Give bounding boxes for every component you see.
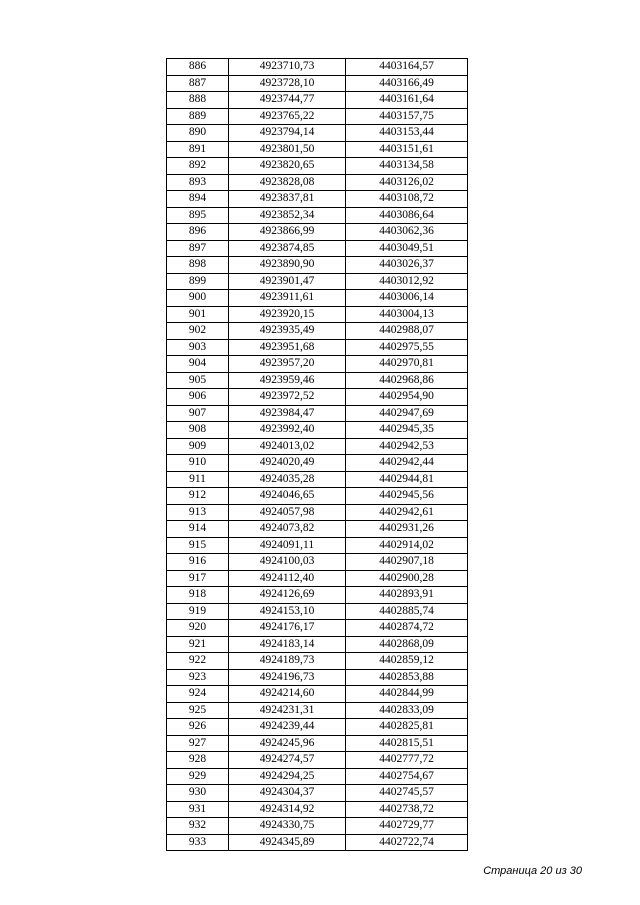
x-coordinate-cell: 4923852,34 xyxy=(229,207,346,224)
point-number-cell: 890 xyxy=(167,125,229,142)
point-number-cell: 891 xyxy=(167,141,229,158)
y-coordinate-cell: 4402777,72 xyxy=(346,752,468,769)
x-coordinate-cell: 4924035,28 xyxy=(229,471,346,488)
y-coordinate-cell: 4402945,56 xyxy=(346,488,468,505)
point-number-cell: 919 xyxy=(167,603,229,620)
y-coordinate-cell: 4402722,74 xyxy=(346,834,468,851)
table-row xyxy=(167,141,468,158)
x-coordinate-cell: 4923890,90 xyxy=(229,257,346,274)
point-number-cell: 904 xyxy=(167,356,229,373)
x-coordinate-cell: 4924057,98 xyxy=(229,504,346,521)
point-number-cell: 888 xyxy=(167,92,229,109)
x-coordinate-cell: 4924330,75 xyxy=(229,818,346,835)
y-coordinate-cell: 4403161,64 xyxy=(346,92,468,109)
point-number-cell: 923 xyxy=(167,669,229,686)
x-coordinate-cell: 4923957,20 xyxy=(229,356,346,373)
table-row xyxy=(167,174,468,191)
x-coordinate-cell: 4924153,10 xyxy=(229,603,346,620)
point-number-cell: 925 xyxy=(167,702,229,719)
table-row xyxy=(167,455,468,472)
x-coordinate-cell: 4923794,14 xyxy=(229,125,346,142)
y-coordinate-cell: 4402885,74 xyxy=(346,603,468,620)
point-number-cell: 897 xyxy=(167,240,229,257)
y-coordinate-cell: 4403006,14 xyxy=(346,290,468,307)
x-coordinate-cell: 4923866,99 xyxy=(229,224,346,241)
table-row xyxy=(167,389,468,406)
x-coordinate-cell: 4924126,69 xyxy=(229,587,346,604)
y-coordinate-cell: 4403151,61 xyxy=(346,141,468,158)
table-row xyxy=(167,339,468,356)
point-number-cell: 913 xyxy=(167,504,229,521)
point-number-cell: 918 xyxy=(167,587,229,604)
y-coordinate-cell: 4402853,88 xyxy=(346,669,468,686)
y-coordinate-cell: 4402907,18 xyxy=(346,554,468,571)
x-coordinate-cell: 4924013,02 xyxy=(229,438,346,455)
y-coordinate-cell: 4403157,75 xyxy=(346,108,468,125)
x-coordinate-cell: 4924091,11 xyxy=(229,537,346,554)
x-coordinate-cell: 4924196,73 xyxy=(229,669,346,686)
coordinates-table xyxy=(166,58,468,851)
table-row xyxy=(167,92,468,109)
x-coordinate-cell: 4924345,89 xyxy=(229,834,346,851)
y-coordinate-cell: 4402859,12 xyxy=(346,653,468,670)
coordinates-table-body xyxy=(167,59,468,851)
point-number-cell: 909 xyxy=(167,438,229,455)
point-number-cell: 916 xyxy=(167,554,229,571)
table-row xyxy=(167,438,468,455)
table-row xyxy=(167,537,468,554)
y-coordinate-cell: 4402931,26 xyxy=(346,521,468,538)
table-row xyxy=(167,405,468,422)
x-coordinate-cell: 4923911,61 xyxy=(229,290,346,307)
y-coordinate-cell: 4402954,90 xyxy=(346,389,468,406)
table-row xyxy=(167,752,468,769)
y-coordinate-cell: 4402729,77 xyxy=(346,818,468,835)
x-coordinate-cell: 4924100,03 xyxy=(229,554,346,571)
x-coordinate-cell: 4924046,65 xyxy=(229,488,346,505)
point-number-cell: 906 xyxy=(167,389,229,406)
x-coordinate-cell: 4923972,52 xyxy=(229,389,346,406)
y-coordinate-cell: 4403166,49 xyxy=(346,75,468,92)
table-row xyxy=(167,504,468,521)
point-number-cell: 910 xyxy=(167,455,229,472)
table-row xyxy=(167,273,468,290)
y-coordinate-cell: 4403108,72 xyxy=(346,191,468,208)
table-row xyxy=(167,75,468,92)
point-number-cell: 921 xyxy=(167,636,229,653)
point-number-cell: 917 xyxy=(167,570,229,587)
x-coordinate-cell: 4924239,44 xyxy=(229,719,346,736)
table-row xyxy=(167,801,468,818)
point-number-cell: 924 xyxy=(167,686,229,703)
table-row xyxy=(167,785,468,802)
y-coordinate-cell: 4402970,81 xyxy=(346,356,468,373)
y-coordinate-cell: 4402900,28 xyxy=(346,570,468,587)
x-coordinate-cell: 4923728,10 xyxy=(229,75,346,92)
x-coordinate-cell: 4924314,92 xyxy=(229,801,346,818)
point-number-cell: 930 xyxy=(167,785,229,802)
x-coordinate-cell: 4924294,25 xyxy=(229,768,346,785)
table-row xyxy=(167,372,468,389)
y-coordinate-cell: 4402975,55 xyxy=(346,339,468,356)
point-number-cell: 931 xyxy=(167,801,229,818)
point-number-cell: 920 xyxy=(167,620,229,637)
table-row xyxy=(167,224,468,241)
table-row xyxy=(167,59,468,76)
y-coordinate-cell: 4402825,81 xyxy=(346,719,468,736)
table-row xyxy=(167,422,468,439)
x-coordinate-cell: 4923820,65 xyxy=(229,158,346,175)
point-number-cell: 912 xyxy=(167,488,229,505)
y-coordinate-cell: 4403062,36 xyxy=(346,224,468,241)
y-coordinate-cell: 4403012,92 xyxy=(346,273,468,290)
table-row xyxy=(167,653,468,670)
point-number-cell: 886 xyxy=(167,59,229,76)
point-number-cell: 892 xyxy=(167,158,229,175)
y-coordinate-cell: 4403004,13 xyxy=(346,306,468,323)
y-coordinate-cell: 4402914,02 xyxy=(346,537,468,554)
table-row xyxy=(167,521,468,538)
y-coordinate-cell: 4402868,09 xyxy=(346,636,468,653)
y-coordinate-cell: 4402942,53 xyxy=(346,438,468,455)
x-coordinate-cell: 4923984,47 xyxy=(229,405,346,422)
point-number-cell: 911 xyxy=(167,471,229,488)
y-coordinate-cell: 4402893,91 xyxy=(346,587,468,604)
point-number-cell: 928 xyxy=(167,752,229,769)
table-row xyxy=(167,603,468,620)
table-row xyxy=(167,108,468,125)
x-coordinate-cell: 4924231,31 xyxy=(229,702,346,719)
y-coordinate-cell: 4402947,69 xyxy=(346,405,468,422)
x-coordinate-cell: 4923920,15 xyxy=(229,306,346,323)
y-coordinate-cell: 4402942,61 xyxy=(346,504,468,521)
point-number-cell: 915 xyxy=(167,537,229,554)
table-row xyxy=(167,818,468,835)
table-row xyxy=(167,323,468,340)
y-coordinate-cell: 4402968,86 xyxy=(346,372,468,389)
table-row xyxy=(167,471,468,488)
point-number-cell: 927 xyxy=(167,735,229,752)
x-coordinate-cell: 4924214,60 xyxy=(229,686,346,703)
point-number-cell: 894 xyxy=(167,191,229,208)
table-row xyxy=(167,488,468,505)
point-number-cell: 926 xyxy=(167,719,229,736)
table-row xyxy=(167,290,468,307)
point-number-cell: 900 xyxy=(167,290,229,307)
page-number-footer: Страница 20 из 30 xyxy=(483,865,582,877)
point-number-cell: 922 xyxy=(167,653,229,670)
point-number-cell: 914 xyxy=(167,521,229,538)
x-coordinate-cell: 4923951,68 xyxy=(229,339,346,356)
point-number-cell: 903 xyxy=(167,339,229,356)
y-coordinate-cell: 4402745,57 xyxy=(346,785,468,802)
x-coordinate-cell: 4924274,57 xyxy=(229,752,346,769)
x-coordinate-cell: 4924304,37 xyxy=(229,785,346,802)
y-coordinate-cell: 4402874,72 xyxy=(346,620,468,637)
point-number-cell: 929 xyxy=(167,768,229,785)
y-coordinate-cell: 4403164,57 xyxy=(346,59,468,76)
y-coordinate-cell: 4402942,44 xyxy=(346,455,468,472)
y-coordinate-cell: 4403126,02 xyxy=(346,174,468,191)
table-row xyxy=(167,125,468,142)
y-coordinate-cell: 4403049,51 xyxy=(346,240,468,257)
table-row xyxy=(167,570,468,587)
x-coordinate-cell: 4924189,73 xyxy=(229,653,346,670)
y-coordinate-cell: 4403026,37 xyxy=(346,257,468,274)
x-coordinate-cell: 4923959,46 xyxy=(229,372,346,389)
table-row xyxy=(167,240,468,257)
table-row xyxy=(167,306,468,323)
point-number-cell: 893 xyxy=(167,174,229,191)
y-coordinate-cell: 4403134,58 xyxy=(346,158,468,175)
table-row xyxy=(167,158,468,175)
table-row xyxy=(167,207,468,224)
x-coordinate-cell: 4924020,49 xyxy=(229,455,346,472)
point-number-cell: 908 xyxy=(167,422,229,439)
point-number-cell: 933 xyxy=(167,834,229,851)
x-coordinate-cell: 4923837,81 xyxy=(229,191,346,208)
table-row xyxy=(167,719,468,736)
x-coordinate-cell: 4923744,77 xyxy=(229,92,346,109)
point-number-cell: 907 xyxy=(167,405,229,422)
table-row xyxy=(167,735,468,752)
point-number-cell: 932 xyxy=(167,818,229,835)
y-coordinate-cell: 4403153,44 xyxy=(346,125,468,142)
x-coordinate-cell: 4924112,40 xyxy=(229,570,346,587)
table-row xyxy=(167,587,468,604)
point-number-cell: 898 xyxy=(167,257,229,274)
x-coordinate-cell: 4923874,85 xyxy=(229,240,346,257)
x-coordinate-cell: 4923801,50 xyxy=(229,141,346,158)
x-coordinate-cell: 4924245,96 xyxy=(229,735,346,752)
table-row xyxy=(167,620,468,637)
table-row xyxy=(167,356,468,373)
point-number-cell: 901 xyxy=(167,306,229,323)
table-row xyxy=(167,686,468,703)
point-number-cell: 896 xyxy=(167,224,229,241)
table-row xyxy=(167,834,468,851)
x-coordinate-cell: 4923992,40 xyxy=(229,422,346,439)
y-coordinate-cell: 4402833,09 xyxy=(346,702,468,719)
table-row xyxy=(167,191,468,208)
table-row xyxy=(167,702,468,719)
table-row xyxy=(167,257,468,274)
y-coordinate-cell: 4402738,72 xyxy=(346,801,468,818)
x-coordinate-cell: 4923710,73 xyxy=(229,59,346,76)
x-coordinate-cell: 4924073,82 xyxy=(229,521,346,538)
y-coordinate-cell: 4402754,67 xyxy=(346,768,468,785)
point-number-cell: 895 xyxy=(167,207,229,224)
y-coordinate-cell: 4402944,81 xyxy=(346,471,468,488)
x-coordinate-cell: 4924183,14 xyxy=(229,636,346,653)
y-coordinate-cell: 4402815,51 xyxy=(346,735,468,752)
x-coordinate-cell: 4923828,08 xyxy=(229,174,346,191)
point-number-cell: 899 xyxy=(167,273,229,290)
table-row xyxy=(167,554,468,571)
table-row xyxy=(167,669,468,686)
y-coordinate-cell: 4402844,99 xyxy=(346,686,468,703)
point-number-cell: 887 xyxy=(167,75,229,92)
y-coordinate-cell: 4403086,64 xyxy=(346,207,468,224)
point-number-cell: 889 xyxy=(167,108,229,125)
y-coordinate-cell: 4402945,35 xyxy=(346,422,468,439)
point-number-cell: 902 xyxy=(167,323,229,340)
x-coordinate-cell: 4924176,17 xyxy=(229,620,346,637)
y-coordinate-cell: 4402988,07 xyxy=(346,323,468,340)
x-coordinate-cell: 4923935,49 xyxy=(229,323,346,340)
point-number-cell: 905 xyxy=(167,372,229,389)
table-row xyxy=(167,768,468,785)
x-coordinate-cell: 4923901,47 xyxy=(229,273,346,290)
x-coordinate-cell: 4923765,22 xyxy=(229,108,346,125)
table-row xyxy=(167,636,468,653)
